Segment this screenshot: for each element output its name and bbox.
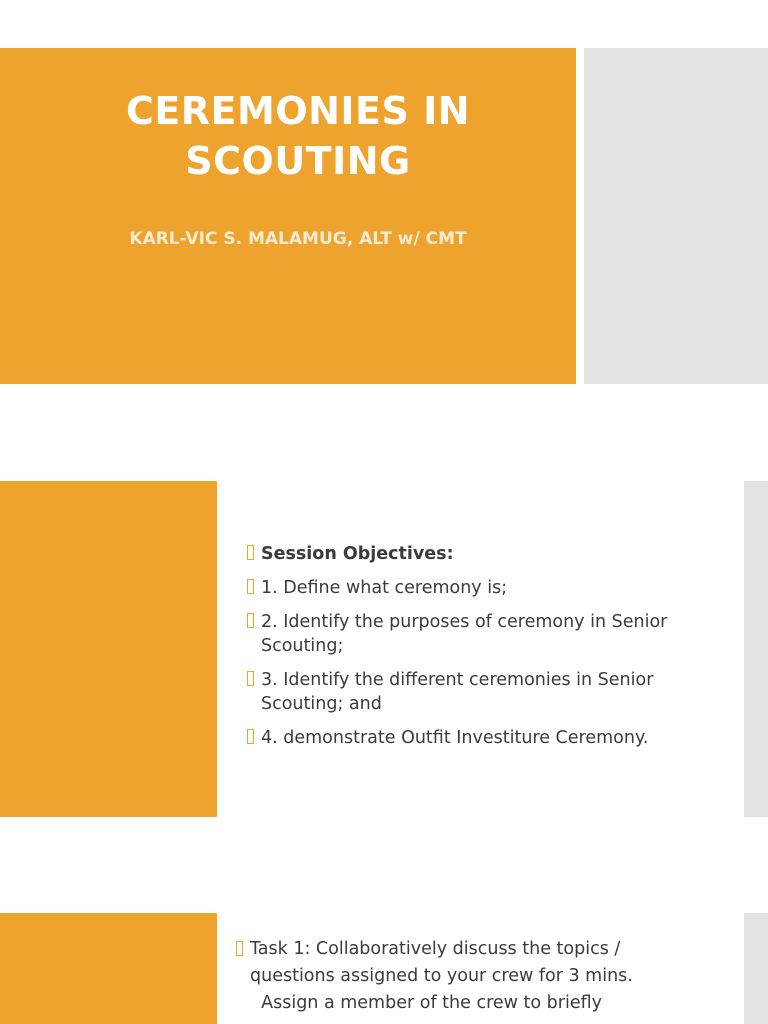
slide-title-line-1: CEREMONIES IN	[125, 89, 471, 133]
objectives-heading: Session Objectives:	[261, 544, 454, 564]
list-item	[247, 610, 727, 658]
bullet-icon	[247, 545, 254, 560]
task-line-3: Assign a member of the crew to briefly	[250, 993, 602, 1013]
bullet-icon	[247, 613, 254, 628]
objective-text: 1. Define what ceremony is;	[261, 578, 508, 598]
list-item	[247, 668, 727, 716]
objective-text: 2. Identify the purposes of ceremony in Senior Scouting;	[261, 612, 668, 656]
list-item	[247, 726, 727, 750]
objective-text: 3. Identify the different ceremonies in Senior Scouting; and	[261, 670, 654, 714]
objectives-list	[247, 542, 727, 760]
bullet-icon	[247, 579, 254, 594]
slide-title-line-2: SCOUTING	[185, 139, 411, 183]
slide-title	[0, 86, 596, 186]
list-item	[247, 542, 727, 566]
objectives-slide-side-panel	[744, 481, 768, 817]
task-slide-side-panel	[744, 913, 768, 1024]
task-line-1: Task 1: Collaboratively discuss the topics /	[250, 939, 621, 959]
list-item	[247, 576, 727, 600]
bullet-icon	[247, 729, 254, 744]
task-slide-accent	[0, 913, 217, 1024]
objectives-slide-accent	[0, 481, 217, 817]
task-text	[236, 936, 720, 1017]
bullet-icon	[247, 671, 254, 686]
objective-text: 4. demonstrate Outfit Investiture Ceremony.	[261, 728, 649, 748]
title-slide-side-panel	[584, 48, 768, 384]
slide-subtitle: KARL-VIC S. MALAMUG, ALT w/ CMT	[129, 229, 467, 249]
task-line-2: questions assigned to your crew for 3 mins.	[250, 966, 633, 986]
bullet-icon	[236, 941, 243, 956]
